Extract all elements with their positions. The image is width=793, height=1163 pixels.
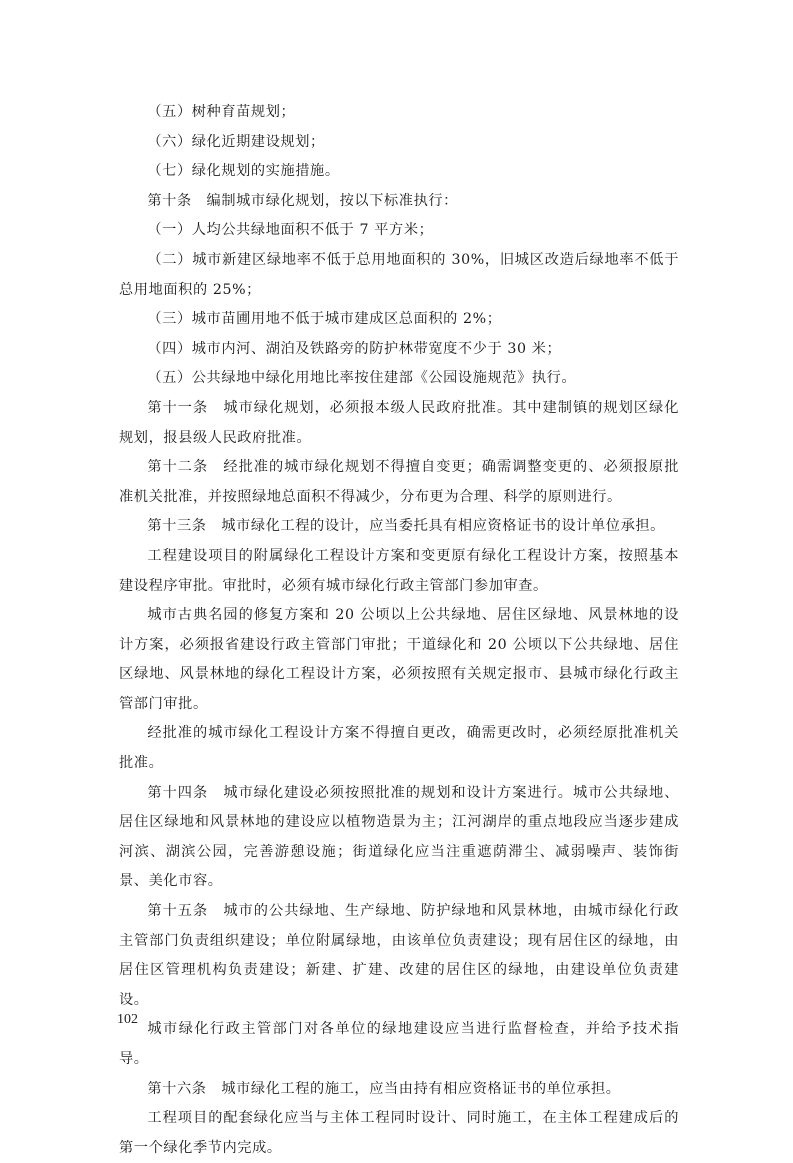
- paragraph: （二）城市新建区绿地率不低于总用地面积的 30%，旧城区改造后绿地率不低于总用地面积的 25%；: [119, 251, 679, 298]
- paragraph: （七）绿化规划的实施措施。: [147, 163, 340, 180]
- paragraph: （四）城市内河、湖泊及铁路旁的防护林带宽度不少于 30 米；: [147, 340, 562, 357]
- paragraph: 第十二条 经批准的城市绿化规划不得擅自变更；确需调整变更的、必须报原批准机关批准，并按照绿地总面积不得减少，分布更为合理、科学的原则进行。: [119, 459, 679, 505]
- paragraph: 第十三条 城市绿化工程的设计，应当委托具有相应资格证书的设计单位承担。: [147, 518, 665, 535]
- page-number: 102: [117, 1012, 138, 1027]
- paragraph: 城市绿化行政主管部门对各单位的绿地建设应当进行监督检查，并给予技术指导。: [119, 1021, 679, 1067]
- paragraph: 工程项目的配套绿化应当与主体工程同时设计、同时施工，在主体工程建成后的第一个绿化季节内完成。: [119, 1110, 679, 1156]
- paragraph: （五）树种育苗规划；: [147, 104, 296, 120]
- paragraph: 第十五条 城市的公共绿地、生产绿地、防护绿地和风景林地，由城市绿化行政主管部门负责组织建设；单位附属绿地，由该单位负责建设；现有居住区的绿地，由居住区管理机构负责建设；新建、扩建、改建的居住区的绿地，由建设单位负责建设。: [119, 903, 679, 1008]
- paragraph: 城市古典名园的修复方案和 20 公顷以上公共绿地、居住区绿地、风景林地的设计方案，必须报省建设行政主管部门审批；干道绿化和 20 公顷以下公共绿地、居住区绿地、风景林地的绿化工程设计方案，必须按照有关规定报市、县城市绿化行政主管部门审批。: [119, 607, 679, 712]
- paragraph: （一）人均公共绿地面积不低于 7 平方米；: [147, 222, 434, 239]
- paragraph: 第十条 编制城市绿化规划，按以下标准执行：: [147, 192, 458, 209]
- paragraph: 工程建设项目的附属绿化工程设计方案和变更原有绿化工程设计方案，按照基本建设程序审批。审批时，必须有城市绿化行政主管部门参加审查。: [119, 547, 679, 594]
- document-body: [119, 98, 679, 1163]
- paragraph: （六）绿化近期建设规划；: [147, 133, 325, 150]
- paragraph: 第十六条 城市绿化工程的施工，应当由持有相应资格证书的单位承担。: [147, 1080, 621, 1097]
- paragraph: 经批准的城市绿化工程设计方案不得擅自更改，确需更改时，必须经原批准机关批准。: [119, 725, 679, 772]
- paragraph: （五）公共绿地中绿化用地比率按住建部《公园设施规范》执行。: [147, 370, 577, 387]
- paragraph: （三）城市苗圃用地不低于城市建成区总面积的 2%；: [147, 311, 502, 328]
- paragraph: 第十四条 城市绿化建设必须按照批准的规划和设计方案进行。城市公共绿地、居住区绿地和风景林地的建设应以植物造景为主；江河湖岸的重点地段应当逐步建成河滨、湖滨公园，完善游憩设施；街道绿化应当注重遮荫滞尘、减弱噪声、装饰街景、美化市容。: [119, 784, 679, 890]
- paragraph: 第十一条 城市绿化规划，必须报本级人民政府批准。其中建制镇的规划区绿化规划，报县级人民政府批准。: [119, 399, 679, 446]
